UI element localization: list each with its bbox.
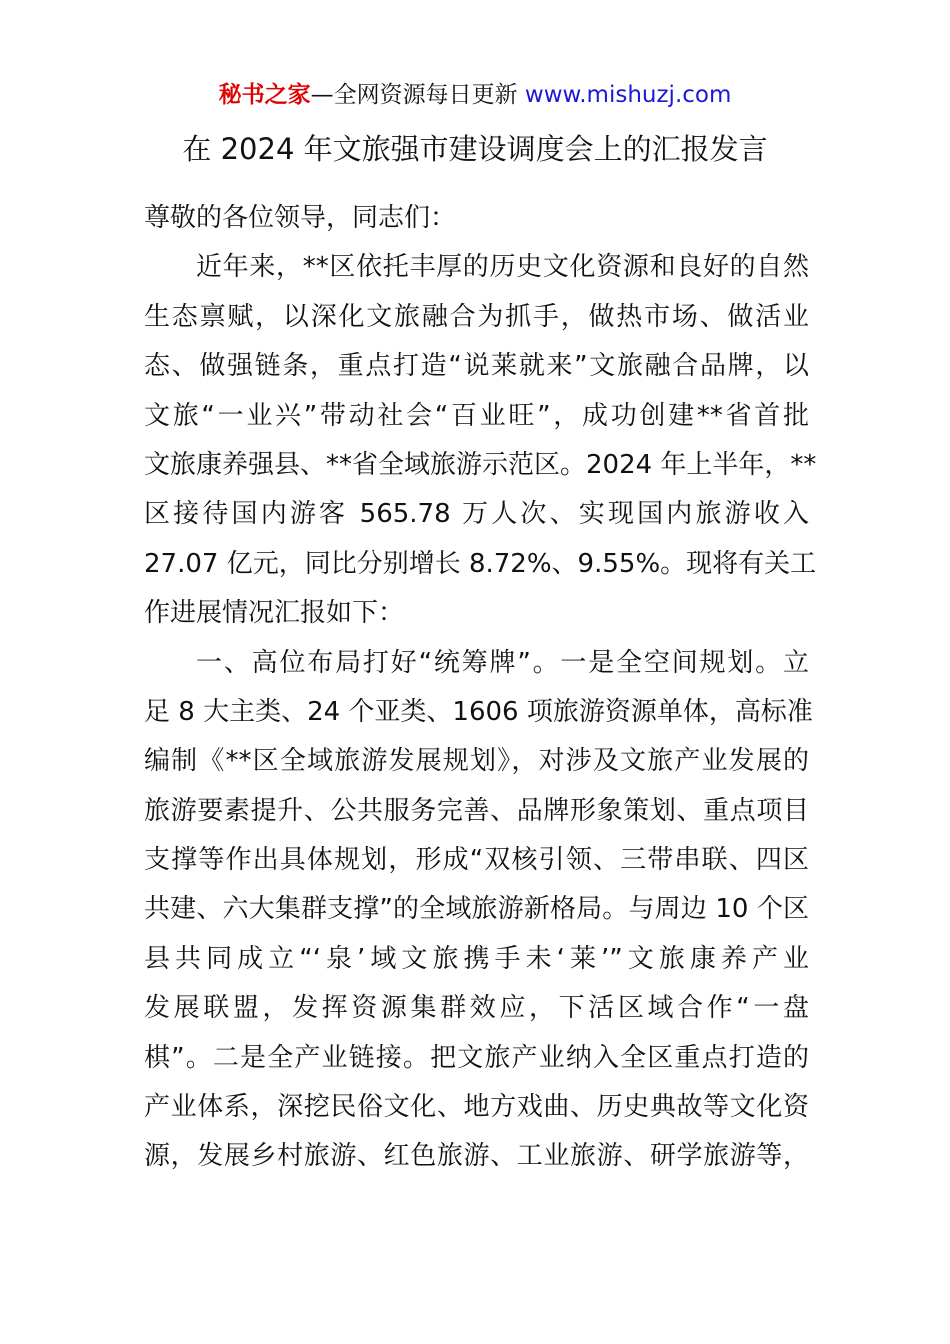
site-url[interactable]: www.mishuzj.com <box>524 82 732 108</box>
body-line: 县共同成立“‘泉’域文旅携手未‘莱’”文旅康养产业 <box>144 943 809 974</box>
body-line: 棋”。二是全产业链接。把文旅产业纳入全区重点打造的 <box>144 1042 809 1073</box>
body-line: 一、高位布局打好“统筹牌”。一是全空间规划。立 <box>196 647 809 678</box>
site-name: 秘书之家 <box>218 82 311 108</box>
body-line: 支撑等作出具体规划，形成“双核引领、三带串联、四区 <box>144 845 809 876</box>
body-line: 发展联盟，发挥资源集群效应，下活区域合作“一盘 <box>144 993 809 1024</box>
body-line: 生态禀赋，以深化文旅融合为抓手，做热市场、做活业 <box>144 301 809 332</box>
body-line: 源，发展乡村旅游、红色旅游、工业旅游、研学旅游等， <box>144 1141 809 1172</box>
body-line: 编制《**区全域旅游发展规划》，对涉及文旅产业发展的 <box>144 746 809 777</box>
site-slogan: —全网资源每日更新 <box>310 82 525 108</box>
body-line: 文旅“一业兴”带动社会“百业旺”，成功创建**省首批 <box>144 400 809 431</box>
body-line: 产业体系，深挖民俗文化、地方戏曲、历史典故等文化资 <box>144 1092 809 1123</box>
body-line: 态、做强链条，重点打造“说莱就来”文旅融合品牌，以 <box>144 351 809 382</box>
body-line: 27.07 亿元，同比分别增长 8.72%、9.55%。现将有关工 <box>144 548 817 579</box>
body-line: 作进展情况汇报如下： <box>144 598 405 629</box>
body-line: 足 8 大主类、24 个亚类、1606 项旅游资源单体，高标准 <box>144 696 813 727</box>
body-line: 旅游要素提升、公共服务完善、品牌形象策划、重点项目 <box>144 795 809 826</box>
document-body <box>144 194 817 1182</box>
body-line: 区接待国内游客 565.78 万人次、实现国内旅游收入 <box>144 499 809 530</box>
body-line: 共建、六大集群支撑”的全域旅游新格局。与周边 10 个区 <box>144 894 809 925</box>
document-title: 在 2024 年文旅强市建设调度会上的汇报发言 <box>182 132 768 166</box>
body-line: 近年来，**区依托丰厚的历史文化资源和良好的自然 <box>196 252 809 283</box>
body-line: 文旅康养强县、**省全域旅游示范区。2024 年上半年，** <box>144 449 817 480</box>
salutation-line: 尊敬的各位领导，同志们： <box>144 203 457 233</box>
site-header <box>0 78 950 112</box>
